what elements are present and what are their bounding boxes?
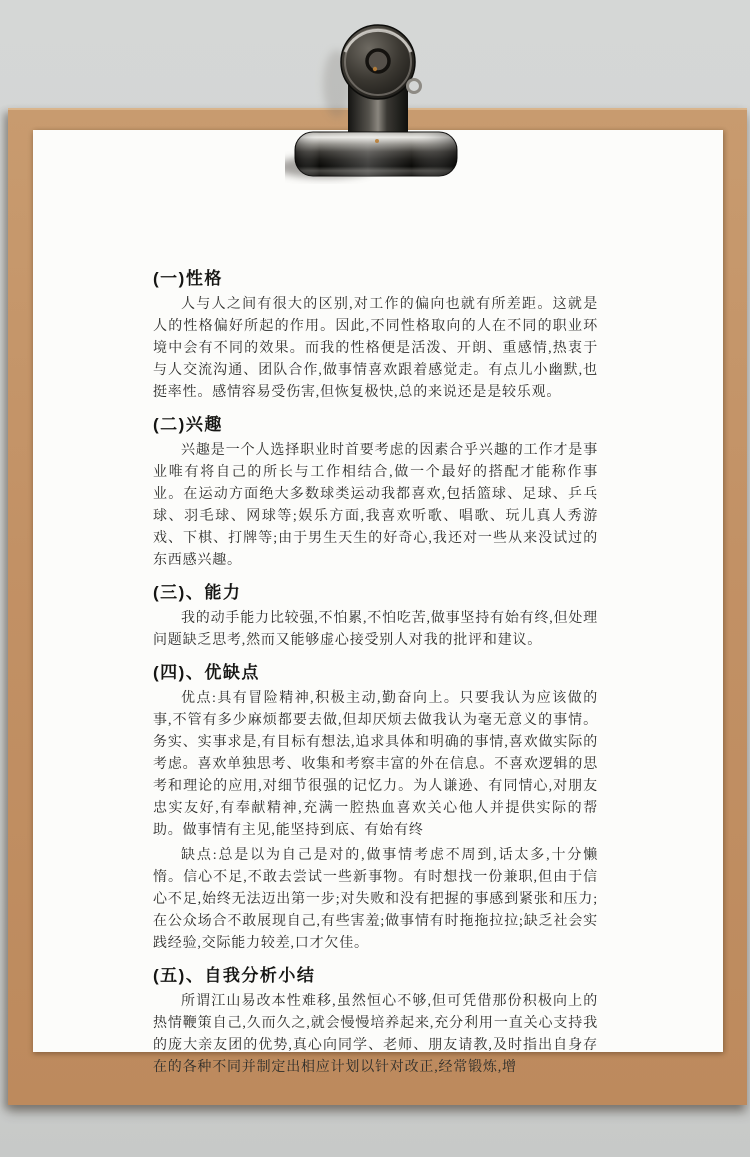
- document-page: [33, 130, 723, 1075]
- section-heading: (一)性格: [153, 269, 223, 288]
- section-heading: (四)、优缺点: [153, 663, 260, 682]
- document-body: [153, 266, 598, 1079]
- section-heading: (三)、能力: [153, 583, 242, 602]
- section-heading: (二)兴趣: [153, 415, 223, 434]
- document-section: [153, 266, 598, 404]
- clip-wire-loop: [408, 80, 421, 93]
- clip-ring-hole: [367, 50, 389, 72]
- document-section: [153, 580, 598, 652]
- section-paragraph: 人与人之间有很大的区别,对工作的偏向也就有所差距。这就是人的性格偏好所起的作用。因此,不同性格取向的人在不同的职业环境中会有不同的效果。而我的性格便是活泼、开朗、重感情,热衷于与人交流沟通、团队合作,做事情喜欢跟着感觉走。有点儿小幽默,也挺率性。感情容易受伤害,但恢复极快,总的来说还是是较乐观。: [153, 297, 598, 400]
- section-paragraph: 缺点:总是以为自己是对的,做事情考虑不周到,话太多,十分懒惰。信心不足,不敢去尝试一些新事物。有时想找一份兼职,但由于信心不足,始终无法迈出第一步;对失败和没有把握的事感到紧张和压力;在公众场合不敢展现自己,有些害羞;做事情有时拖拖拉拉;缺乏社会实践经验,交际能力较差,口才欠佳。: [153, 848, 598, 951]
- section-paragraph: 兴趣是一个人选择职业时首要考虑的因素合乎兴趣的工作才是事业唯有将自己的所长与工作相结合,做一个最好的搭配才能称作事业。在运动方面绝大多数球类运动我都喜欢,包括篮球、足球、乒乓球、羽毛球、网球等;娱乐方面,我喜欢听歌、唱歌、玩儿真人秀游戏、下棋、打牌等;由于男生天生的好奇心,我还对一些从来没试过的东西感兴趣。: [153, 443, 598, 568]
- document-section: [153, 412, 598, 572]
- section-paragraph: 我的动手能力比较强,不怕累,不怕吃苦,做事坚持有始有终,但处理问题缺乏思考,然而又能够虚心接受别人对我的批评和建议。: [153, 611, 598, 648]
- section-paragraph: 优点:具有冒险精神,积极主动,勤奋向上。只要我认为应该做的事,不管有多少麻烦都要去做,但却厌烦去做我认为毫无意义的事情。务实、实事求是,有目标有想法,追求具体和明确的事情,喜欢做实际的考虑。喜欢单独思考、收集和考察丰富的外在信息。不喜欢逻辑的思考和理论的应用,对细节很强的记忆力。为人谦逊、有同情心,对朋友忠实友好,有奉献精神,充满一腔热血喜欢关心他人并提供实际的帮助。做事情有主见,能坚持到底、有始有终: [153, 691, 598, 838]
- binder-clip-icon: [285, 14, 475, 184]
- document-section: [153, 963, 598, 1079]
- section-heading: (五)、自我分析小结: [153, 966, 316, 985]
- section-paragraph: 所谓江山易改本性难移,虽然恒心不够,但可凭借那份积极向上的热情鞭策自己,久而久之,就会慢慢培养起来,充分利用一直关心支持我的庞大亲友团的优势,真心向同学、老师、朋友请教,及时指出自身存在的各种不同并制定出相应计划以针对改正,经常锻炼,增: [153, 994, 598, 1075]
- document-section: [153, 660, 598, 955]
